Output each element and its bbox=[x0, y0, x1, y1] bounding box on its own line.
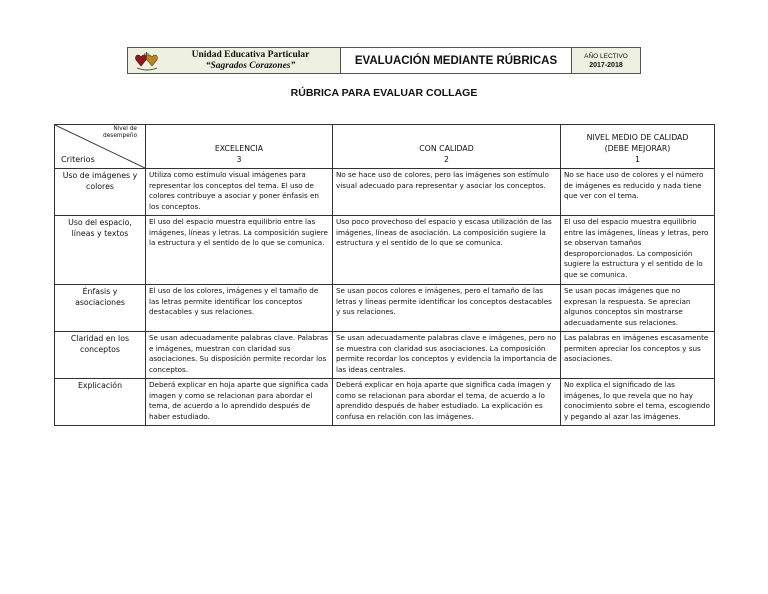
column-header-excelencia bbox=[146, 125, 333, 169]
year-label: AÑO LECTIVO bbox=[584, 52, 628, 60]
column-score: 1 bbox=[635, 155, 640, 164]
school-year-block bbox=[572, 48, 640, 73]
rubric-table bbox=[54, 124, 715, 426]
level-label-line2: desempeño bbox=[103, 133, 137, 139]
column-header-nivel-medio bbox=[561, 125, 715, 169]
rubric-cell: Se usan pocos colores e imágenes, pero el tamaño de las letras y líneas permite identificar los conceptos destacables y sus relaciones. bbox=[333, 285, 561, 332]
criterion-cell: Uso del espacio, líneas y textos bbox=[55, 216, 146, 285]
criterion-cell: Énfasis y asociaciones bbox=[55, 285, 146, 332]
rubric-cell: Las palabras en imágenes escasamente permiten apreciar los conceptos y sus asociaciones. bbox=[561, 332, 715, 379]
rubric-cell: El uso del espacio muestra equilibrio entre las imágenes, líneas y letras. La composición sugiere la estructura y el sentido de lo que se comunica. bbox=[146, 216, 333, 285]
table-row bbox=[55, 332, 715, 379]
rubric-cell: Deberá explicar en hoja aparte que significa cada imagen y como se relacionan para abordar el tema, de acuerdo a lo aprendido después de haber estudiado. La explicación es confusa en relación con las imágenes. bbox=[333, 379, 561, 426]
rubric-cell: Uso poco provechoso del espacio y escasa utilización de las imágenes, líneas de asociación. La composición sugiere la estructura y el sentido de lo que se comunica. bbox=[333, 216, 561, 285]
rubric-cell: Deberá explicar en hoja aparte que significa cada imagen y como se relacionan para abordar el tema, de acuerdo a lo aprendido después de haber estudiado. bbox=[146, 379, 333, 426]
school-name bbox=[161, 50, 340, 72]
year-value: 2017-2018 bbox=[589, 61, 623, 69]
table-row bbox=[55, 169, 715, 216]
rubric-cell: El uso del espacio muestra equilibrio entre las imágenes, líneas y letras, pero se observan tamaños desproporcionados. La composición sugiere la estructura y el sentido de lo que se comunica. bbox=[561, 216, 715, 285]
column-name: NIVEL MEDIO DE CALIDAD bbox=[586, 133, 689, 142]
document-title: RÚBRICA PARA EVALUAR COLLAGE bbox=[290, 87, 478, 99]
table-row bbox=[55, 285, 715, 332]
rubric-cell: No explica el significado de las imágenes, lo que revela que no hay conocimiento sobre el tema, escogiendo y pegando al azar las imágenes. bbox=[561, 379, 715, 426]
corner-cell bbox=[55, 125, 146, 169]
rubric-cell: El uso de los colores, imágenes y el tamaño de las letras permite identificar los conceptos destacables y sus relaciones. bbox=[146, 285, 333, 332]
level-label-line1: Nivel de bbox=[113, 126, 137, 132]
rubric-cell: No se hace uso de colores, pero las imágenes son estímulo visual adecuado para representar y asociar los conceptos. bbox=[333, 169, 561, 216]
school-logo-icon bbox=[133, 50, 161, 72]
criterion-cell: Uso de imágenes y colores bbox=[55, 169, 146, 216]
rubric-cell: Se usan pocas imágenes que no expresan la respuesta. Se aprecian algunos conceptos sin mostrarse adecuadamente sus relaciones. bbox=[561, 285, 715, 332]
table-row bbox=[55, 216, 715, 285]
column-score: 3 bbox=[236, 155, 242, 164]
school-block bbox=[128, 48, 341, 73]
column-name-sub: (DEBE MEJORAR) bbox=[604, 144, 671, 153]
rubric-cell: Se usan adecuadamente palabras clave. Palabras e imágenes, muestran con claridad sus asociaciones. Su disposición permite recordar los conceptos. bbox=[146, 332, 333, 379]
criterion-cell: Explicación bbox=[55, 379, 146, 426]
school-name-line2: “Sagrados Corazones” bbox=[205, 60, 296, 71]
rubric-cell: No se hace uso de colores y el número de imágenes es reducido y nada tiene que ver con el tema. bbox=[561, 169, 715, 216]
table-row bbox=[55, 379, 715, 426]
document-header bbox=[127, 47, 641, 74]
column-score: 2 bbox=[444, 155, 449, 164]
column-name: CON CALIDAD bbox=[419, 144, 474, 153]
criteria-label: Criterios bbox=[61, 155, 95, 164]
rubric-cell: Utiliza como estímulo visual imágenes para representar los conceptos del tema. El uso de colores contribuye a asociar y poner énfasis en los conceptos. bbox=[146, 169, 333, 216]
column-name: EXCELENCIA bbox=[214, 144, 264, 153]
header-title: EVALUACIÓN MEDIANTE RÚBRICAS bbox=[341, 48, 572, 73]
criterion-cell: Claridad en los conceptos bbox=[55, 332, 146, 379]
rubric-cell: Se usan adecuadamente palabras clave e imágenes, pero no se muestra con claridad sus asociaciones. La composición permite recordar los conceptos y evidencia la importancia de las ideas centrales. bbox=[333, 332, 561, 379]
header-row bbox=[55, 125, 715, 169]
school-name-line1: Unidad Educativa Particular bbox=[191, 49, 310, 60]
level-label bbox=[103, 126, 137, 140]
column-header-con-calidad bbox=[333, 125, 561, 169]
